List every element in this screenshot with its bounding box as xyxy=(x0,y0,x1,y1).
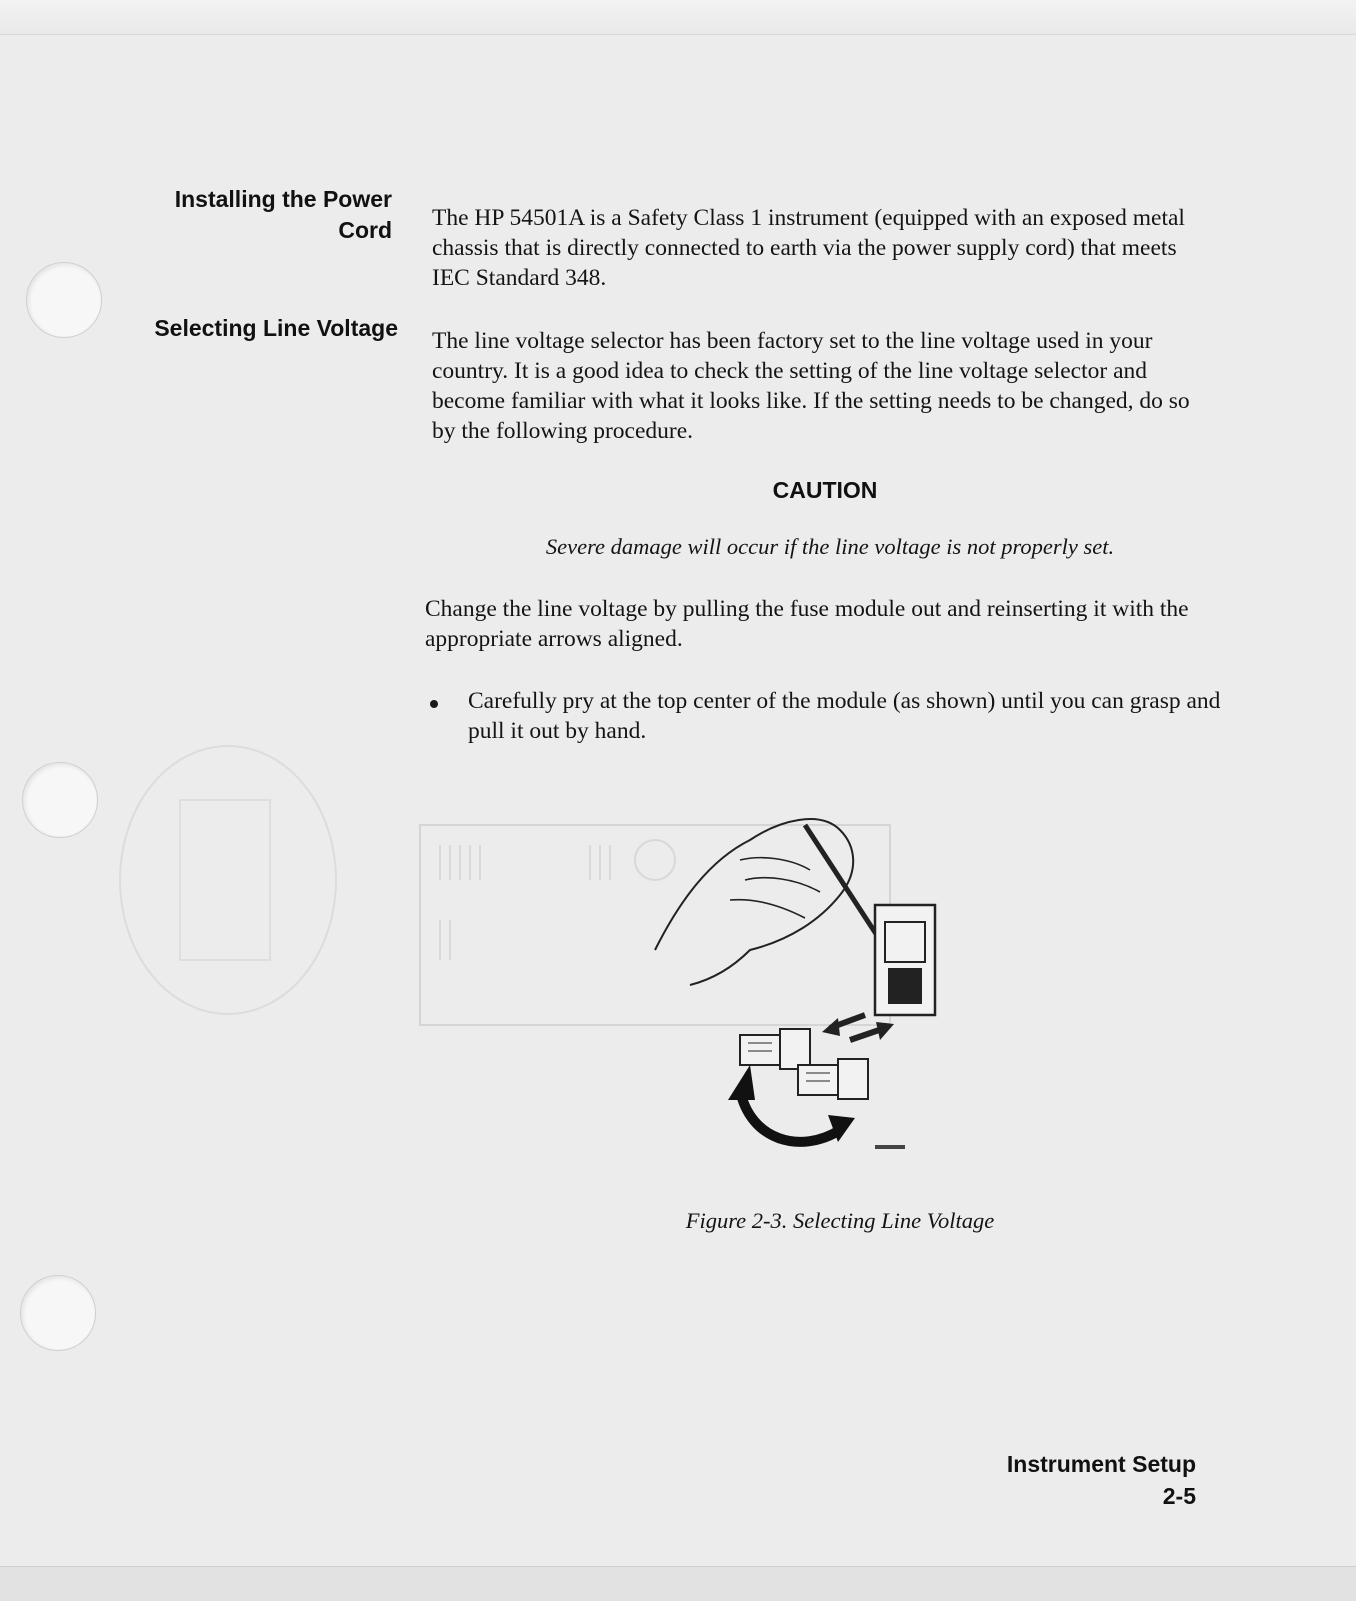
heading-line: Installing the Power xyxy=(174,186,392,212)
page-bottom-edge xyxy=(0,1566,1356,1601)
bullet-item: Carefully pry at the top center of the module (as shown) until you can grasp and pull it out by hand. xyxy=(468,688,1221,744)
binder-hole xyxy=(22,762,98,838)
caution-title: CAUTION xyxy=(772,477,878,503)
footer-section-title: Instrument Setup xyxy=(1006,1451,1196,1477)
figure-caption: Figure 2-3. Selecting Line Voltage xyxy=(685,1208,995,1233)
instruction-paragraph: Change the line voltage by pulling the fuse module out and reinserting it with the appropriate arrows aligned. xyxy=(425,596,1189,652)
power-cord-paragraph: The HP 54501A is a Safety Class 1 instrument (equipped with an exposed metal chassis that is directly connected to earth via the power supply cord) that meets IEC Standard 348. xyxy=(432,205,1185,291)
bullet-icon xyxy=(430,700,438,708)
binder-hole xyxy=(20,1275,96,1351)
show-through-ghost xyxy=(110,740,370,1040)
show-through-ghost-text xyxy=(990,1394,996,1420)
footer-page-number: 2-5 xyxy=(1162,1483,1196,1509)
page-top-edge xyxy=(0,0,1356,35)
section-heading-line-voltage: Selecting Line Voltage xyxy=(154,315,398,341)
caution-text: Severe damage will occur if the line voltage is not properly set. xyxy=(545,534,1115,559)
line-voltage-paragraph: The line voltage selector has been factory set to the line voltage used in your country. It is a good idea to check the setting of the line voltage selector and become familiar with what it looks like. If the setting needs to be changed, do so by the following procedure. xyxy=(432,328,1190,444)
heading-line: Cord xyxy=(338,217,392,243)
section-heading-power-cord xyxy=(92,184,392,246)
figure-illustration xyxy=(410,800,980,1185)
